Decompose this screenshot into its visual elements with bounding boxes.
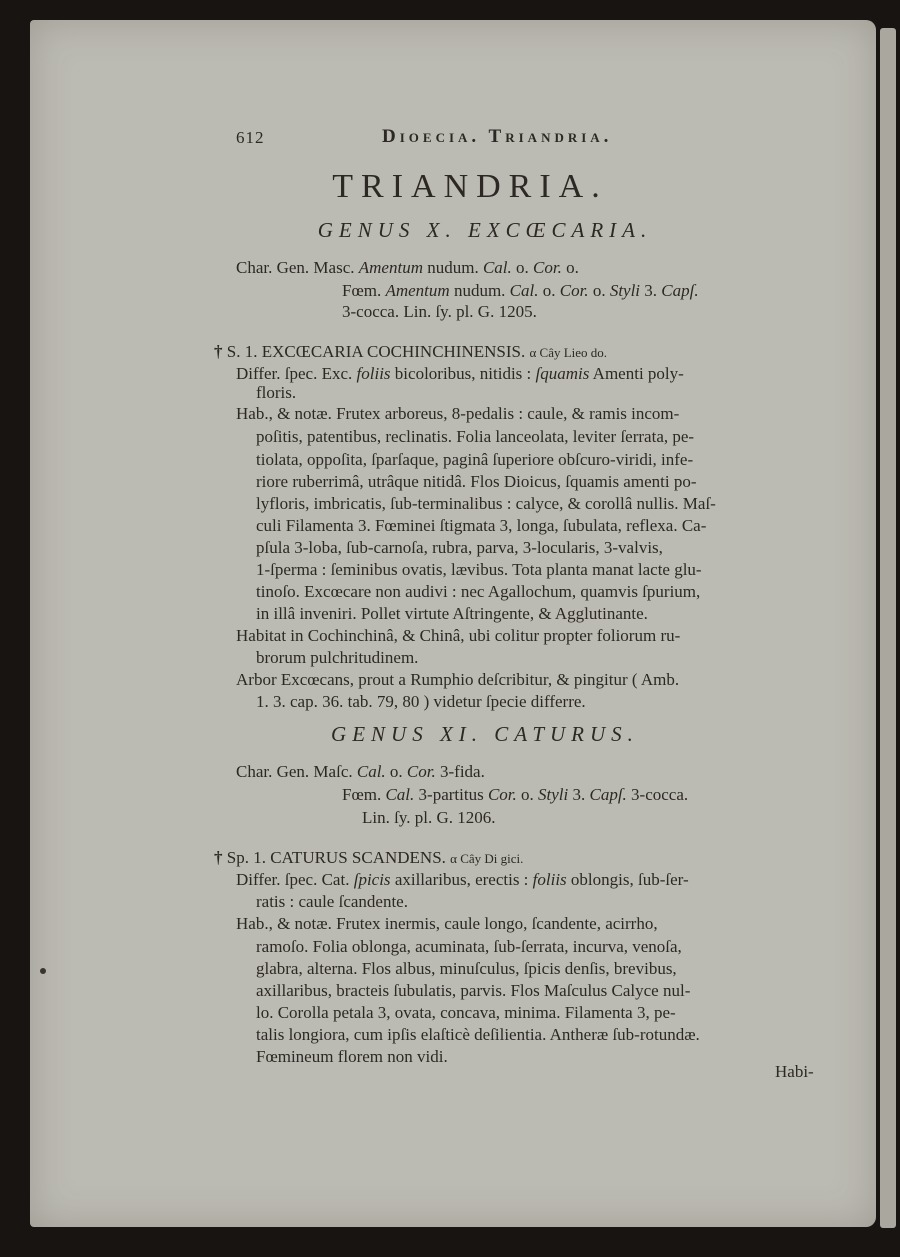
hab-line: lo. Corolla petala 3, ovata, concava, minima. Filamenta 3, pe- xyxy=(256,1003,676,1022)
hab-line: axillaribus, bracteis ſubulatis, parvis. Flos Maſculus Calyce nul- xyxy=(256,981,691,1000)
species-excoecaria-differ-1: Differ. ſpec. Exc. foliis bicoloribus, nitidis : ſquamis Amenti poly- xyxy=(236,364,684,383)
species-excoecaria-heading: † S. 1. EXCŒCARIA COCHINCHINENSIS. α Cây Lieo do. xyxy=(214,342,608,361)
next-page-edge xyxy=(880,28,896,1228)
hab-line: 1-ſperma : ſeminibus ovatis, lævibus. Tota planta manat lacte glu- xyxy=(256,560,702,579)
genus-x-char-line-3: 3-cocca. Lin. ſy. pl. G. 1205. xyxy=(342,302,537,321)
hab-line: Hab., & notæ. Frutex inermis, caule longo, ſcandente, acirrho, xyxy=(236,914,658,933)
genus-xi-char-line-3: Lin. ſy. pl. G. 1206. xyxy=(362,808,496,827)
hab-line: culi Filamenta 3. Fœminei ſtigmata 3, longa, ſubulata, reflexa. Ca- xyxy=(256,516,707,535)
genus-x-heading: GENUS X. EXCŒCARIA. xyxy=(317,218,653,242)
page-number: 612 xyxy=(236,128,265,147)
hab-line: tinoſo. Excœcare non audivi : nec Agallochum, quamvis ſpurium, xyxy=(256,582,701,601)
arbor-line: Arbor Excœcans, prout a Rumphio deſcribitur, & pingitur ( Amb. xyxy=(236,670,680,689)
hab-line: pſula 3-loba, ſub-carnoſa, rubra, parva, 3-locularis, 3-valvis, xyxy=(256,538,663,557)
hab-line: lyfloris, imbricatis, ſub-terminalibus : calyce, & corollâ nullis. Maſ- xyxy=(256,494,716,513)
habitat-line: brorum pulchritudinem. xyxy=(256,648,419,667)
section-title: TRIANDRIA. xyxy=(332,168,608,205)
genus-x-char-line-2: Fœm. Amentum nudum. Cal. o. Cor. o. Styli 3. Capſ. xyxy=(342,281,699,300)
habitat-line: Habitat in Cochinchinâ, & Chinâ, ubi colitur propter foliorum ru- xyxy=(236,626,681,645)
genus-xi-char-line-1: Char. Gen. Maſc. Cal. o. Cor. 3-fida. xyxy=(236,762,485,781)
species-caturus-heading: † Sp. 1. CATURUS SCANDENS. α Cây Di gici. xyxy=(214,848,524,867)
hab-line: poſitis, patentibus, reclinatis. Folia lanceolata, leviter ſerrata, pe- xyxy=(256,427,695,446)
species-excoecaria-differ-2: floris. xyxy=(256,383,297,402)
genus-xi-char-line-2: Fœm. Cal. 3-partitus Cor. o. Styli 3. Capſ. 3-cocca. xyxy=(342,785,689,804)
hab-line: Hab., & notæ. Frutex arboreus, 8-pedalis : caule, & ramis incom- xyxy=(236,404,680,423)
catchword: Habi- xyxy=(775,1062,814,1081)
arbor-line: 1. 3. cap. 36. tab. 79, 80 ) videtur ſpecie differre. xyxy=(256,692,586,711)
hab-line: in illâ inveniri. Pollet virtute Aſtringente, & Agglutinante. xyxy=(256,604,648,623)
hab-line: Fœmineum florem non vidi. xyxy=(256,1047,448,1066)
hab-line: riore ruberrimâ, utrâque nitidâ. Flos Dioicus, ſquamis amenti po- xyxy=(256,472,697,491)
hab-line: glabra, alterna. Flos albus, minuſculus, ſpicis denſis, brevibus, xyxy=(256,959,677,978)
hab-line: ramoſo. Folia oblonga, acuminata, ſub-ſerrata, incurva, venoſa, xyxy=(256,937,682,956)
hab-line: tiolata, oppoſita, ſparſaque, paginâ ſuperiore obſcuro-viridi, infe- xyxy=(256,450,694,469)
hab-line: talis longiora, cum ipſis elaſticè deſilientia. Antheræ ſub-rotundæ. xyxy=(256,1025,700,1044)
genus-xi-heading: GENUS XI. CATURUS. xyxy=(331,722,639,746)
ink-spot xyxy=(40,968,46,974)
species-caturus-differ-1: Differ. ſpec. Cat. ſpicis axillaribus, erectis : foliis oblongis, ſub-ſer- xyxy=(236,870,689,889)
species-caturus-differ-2: ratis : caule ſcandente. xyxy=(256,892,408,911)
genus-x-char-line-1: Char. Gen. Masc. Amentum nudum. Cal. o. Cor. o. xyxy=(236,258,579,277)
running-title: Dioecia. Triandria. xyxy=(382,126,613,147)
